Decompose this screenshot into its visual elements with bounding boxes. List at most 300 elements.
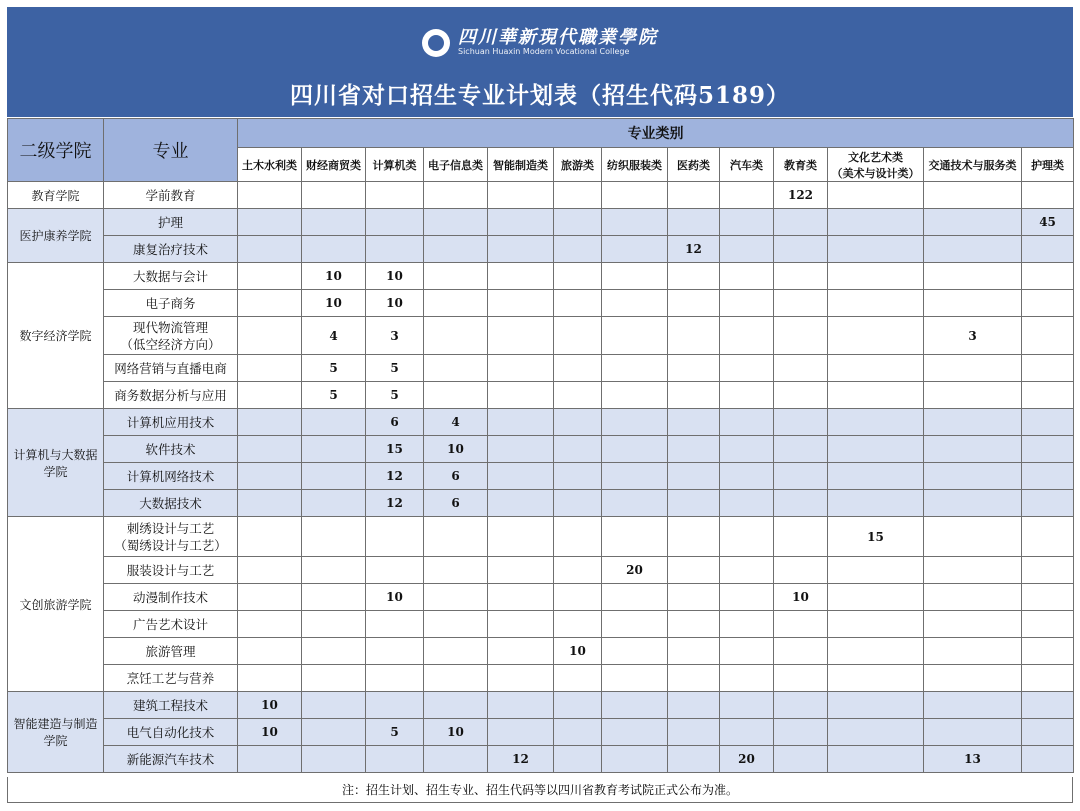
quota-cell xyxy=(1022,182,1074,209)
quota-cell xyxy=(488,409,554,436)
quota-cell xyxy=(774,409,828,436)
page-title: 四川省对口招生专业计划表（招生代码5189） xyxy=(289,82,790,109)
quota-cell xyxy=(1022,355,1074,382)
table-row xyxy=(8,692,1074,719)
quota-cell xyxy=(720,719,774,746)
quota-cell xyxy=(924,611,1022,638)
quota-cell xyxy=(720,611,774,638)
quota-cell: 10 xyxy=(424,719,488,746)
quota-cell xyxy=(828,611,924,638)
quota-cell xyxy=(668,382,720,409)
quota-cell: 12 xyxy=(366,490,424,517)
major-cell: 计算机网络技术 xyxy=(104,463,238,490)
table-row xyxy=(8,436,1074,463)
quota-cell xyxy=(774,719,828,746)
quota-cell xyxy=(302,746,366,773)
quota-cell xyxy=(924,209,1022,236)
major-cell: 软件技术 xyxy=(104,436,238,463)
quota-cell xyxy=(720,584,774,611)
quota-cell xyxy=(1022,436,1074,463)
quota-cell xyxy=(302,463,366,490)
quota-cell xyxy=(238,263,302,290)
quota-cell xyxy=(668,611,720,638)
quota-cell xyxy=(424,263,488,290)
quota-cell xyxy=(774,355,828,382)
quota-cell xyxy=(554,355,602,382)
major-cell: 现代物流管理 （低空经济方向） xyxy=(104,317,238,355)
major-cell: 电气自动化技术 xyxy=(104,719,238,746)
quota-cell xyxy=(424,355,488,382)
quota-cell xyxy=(720,665,774,692)
quota-cell xyxy=(554,692,602,719)
quota-cell xyxy=(924,463,1022,490)
quota-cell xyxy=(1022,463,1074,490)
quota-cell xyxy=(924,719,1022,746)
quota-cell xyxy=(668,355,720,382)
department-cell: 智能建造与制造 学院 xyxy=(8,692,104,773)
table-row xyxy=(8,290,1074,317)
quota-cell xyxy=(424,692,488,719)
quota-cell xyxy=(774,638,828,665)
table-row xyxy=(8,557,1074,584)
quota-cell xyxy=(488,584,554,611)
quota-cell xyxy=(602,611,668,638)
quota-cell xyxy=(238,638,302,665)
quota-cell xyxy=(1022,317,1074,355)
quota-cell xyxy=(1022,236,1074,263)
quota-cell xyxy=(554,409,602,436)
quota-cell xyxy=(238,236,302,263)
quota-cell xyxy=(488,557,554,584)
quota-cell xyxy=(554,209,602,236)
quota-cell: 13 xyxy=(924,746,1022,773)
quota-cell xyxy=(720,263,774,290)
quota-cell xyxy=(1022,692,1074,719)
quota-cell xyxy=(924,236,1022,263)
quota-cell xyxy=(554,263,602,290)
quota-cell xyxy=(828,692,924,719)
table-row xyxy=(8,665,1074,692)
quota-cell xyxy=(828,463,924,490)
quota-cell xyxy=(828,719,924,746)
quota-cell: 4 xyxy=(302,317,366,355)
quota-cell xyxy=(602,436,668,463)
quota-cell xyxy=(924,382,1022,409)
quota-cell xyxy=(720,236,774,263)
quota-cell xyxy=(424,557,488,584)
quota-cell xyxy=(302,611,366,638)
quota-cell xyxy=(668,584,720,611)
quota-cell xyxy=(238,746,302,773)
quota-cell xyxy=(720,490,774,517)
quota-cell xyxy=(720,409,774,436)
quota-cell xyxy=(828,490,924,517)
quota-cell xyxy=(238,182,302,209)
quota-cell xyxy=(924,436,1022,463)
quota-cell xyxy=(366,611,424,638)
quota-cell xyxy=(366,182,424,209)
quota-cell xyxy=(238,355,302,382)
quota-cell xyxy=(554,382,602,409)
major-cell: 商务数据分析与应用 xyxy=(104,382,238,409)
major-cell: 大数据与会计 xyxy=(104,263,238,290)
table-row xyxy=(8,638,1074,665)
quota-cell xyxy=(366,746,424,773)
category-header: 土木水利类 xyxy=(238,148,302,182)
quota-cell xyxy=(828,746,924,773)
quota-cell xyxy=(828,209,924,236)
major-cell: 刺绣设计与工艺 （蜀绣设计与工艺） xyxy=(104,517,238,557)
quota-cell xyxy=(424,665,488,692)
quota-cell xyxy=(238,436,302,463)
quota-cell xyxy=(238,557,302,584)
quota-cell xyxy=(774,517,828,557)
quota-cell xyxy=(924,517,1022,557)
quota-cell xyxy=(602,290,668,317)
quota-cell xyxy=(488,382,554,409)
quota-cell xyxy=(1022,290,1074,317)
college-seal-icon xyxy=(422,29,450,57)
quota-cell xyxy=(602,463,668,490)
major-cell: 护理 xyxy=(104,209,238,236)
quota-cell xyxy=(488,182,554,209)
department-cell: 教育学院 xyxy=(8,182,104,209)
category-header: 文化艺术类 （美术与设计类） xyxy=(828,148,924,182)
college-logo xyxy=(7,29,1073,57)
quota-cell xyxy=(1022,584,1074,611)
quota-cell: 10 xyxy=(302,263,366,290)
major-cell: 网络营销与直播电商 xyxy=(104,355,238,382)
department-cell: 文创旅游学院 xyxy=(8,517,104,692)
quota-cell: 15 xyxy=(366,436,424,463)
category-header: 旅游类 xyxy=(554,148,602,182)
quota-cell xyxy=(302,517,366,557)
quota-cell xyxy=(924,638,1022,665)
quota-cell xyxy=(554,463,602,490)
quota-cell: 122 xyxy=(774,182,828,209)
quota-cell xyxy=(720,382,774,409)
quota-cell xyxy=(554,517,602,557)
quota-cell xyxy=(554,611,602,638)
quota-cell xyxy=(602,719,668,746)
table-row xyxy=(8,584,1074,611)
quota-cell xyxy=(602,409,668,436)
college-name-en: Sichuan Huaxin Modern Vocational College xyxy=(458,47,630,56)
quota-cell xyxy=(668,317,720,355)
quota-cell xyxy=(924,263,1022,290)
quota-cell xyxy=(720,638,774,665)
quota-cell xyxy=(924,584,1022,611)
footnote: 注：招生计划、招生专业、招生代码等以四川省教育考试院正式公布为准。 xyxy=(7,777,1073,803)
table-row xyxy=(8,209,1074,236)
quota-cell xyxy=(774,665,828,692)
quota-cell xyxy=(302,209,366,236)
table-row xyxy=(8,517,1074,557)
major-cell: 旅游管理 xyxy=(104,638,238,665)
major-cell: 计算机应用技术 xyxy=(104,409,238,436)
major-cell: 建筑工程技术 xyxy=(104,692,238,719)
quota-cell xyxy=(1022,638,1074,665)
quota-cell xyxy=(1022,746,1074,773)
quota-cell xyxy=(554,317,602,355)
quota-cell xyxy=(302,436,366,463)
table-row xyxy=(8,382,1074,409)
quota-cell xyxy=(602,517,668,557)
quota-cell: 10 xyxy=(238,692,302,719)
quota-cell: 12 xyxy=(488,746,554,773)
quota-cell xyxy=(668,263,720,290)
quota-cell xyxy=(554,490,602,517)
quota-cell xyxy=(828,584,924,611)
quota-cell xyxy=(1022,382,1074,409)
quota-cell xyxy=(424,290,488,317)
quota-cell xyxy=(488,638,554,665)
quota-cell xyxy=(554,436,602,463)
quota-cell: 5 xyxy=(366,355,424,382)
quota-cell xyxy=(774,692,828,719)
quota-cell xyxy=(720,182,774,209)
quota-cell xyxy=(774,209,828,236)
quota-cell xyxy=(828,182,924,209)
category-header: 智能制造类 xyxy=(488,148,554,182)
quota-cell: 10 xyxy=(366,263,424,290)
quota-cell: 5 xyxy=(302,355,366,382)
quota-cell xyxy=(238,290,302,317)
quota-cell xyxy=(366,557,424,584)
quota-cell xyxy=(366,665,424,692)
quota-cell xyxy=(488,490,554,517)
quota-cell xyxy=(602,490,668,517)
quota-cell xyxy=(488,517,554,557)
header-department: 二级学院 xyxy=(8,119,104,182)
quota-cell xyxy=(720,692,774,719)
quota-cell xyxy=(238,317,302,355)
table-row xyxy=(8,409,1074,436)
quota-cell xyxy=(720,557,774,584)
quota-cell xyxy=(602,355,668,382)
quota-cell xyxy=(668,638,720,665)
quota-cell xyxy=(238,517,302,557)
quota-cell xyxy=(602,584,668,611)
quota-cell xyxy=(424,209,488,236)
quota-cell xyxy=(774,317,828,355)
quota-cell xyxy=(774,746,828,773)
quota-cell xyxy=(828,557,924,584)
quota-cell xyxy=(302,584,366,611)
category-header: 交通技术与服务类 xyxy=(924,148,1022,182)
table-row xyxy=(8,263,1074,290)
table-row xyxy=(8,490,1074,517)
quota-cell xyxy=(1022,490,1074,517)
quota-cell: 10 xyxy=(238,719,302,746)
quota-cell xyxy=(924,355,1022,382)
quota-cell: 3 xyxy=(924,317,1022,355)
quota-cell xyxy=(720,209,774,236)
quota-cell xyxy=(668,517,720,557)
quota-cell xyxy=(924,290,1022,317)
quota-cell xyxy=(424,182,488,209)
quota-cell xyxy=(668,436,720,463)
quota-cell xyxy=(924,490,1022,517)
quota-cell xyxy=(424,611,488,638)
quota-cell xyxy=(366,692,424,719)
table-row xyxy=(8,182,1074,209)
quota-cell xyxy=(924,182,1022,209)
quota-cell xyxy=(302,692,366,719)
quota-cell xyxy=(1022,409,1074,436)
quota-cell: 45 xyxy=(1022,209,1074,236)
category-header: 纺织服装类 xyxy=(602,148,668,182)
quota-cell xyxy=(668,409,720,436)
table-row xyxy=(8,611,1074,638)
department-cell: 医护康养学院 xyxy=(8,209,104,263)
quota-cell xyxy=(554,665,602,692)
quota-cell xyxy=(554,746,602,773)
major-cell: 电子商务 xyxy=(104,290,238,317)
quota-cell xyxy=(924,692,1022,719)
quota-cell xyxy=(488,611,554,638)
quota-cell xyxy=(774,557,828,584)
quota-cell xyxy=(238,209,302,236)
quota-cell xyxy=(668,463,720,490)
quota-cell xyxy=(424,638,488,665)
quota-cell xyxy=(302,557,366,584)
quota-cell: 10 xyxy=(424,436,488,463)
quota-cell: 5 xyxy=(366,382,424,409)
quota-cell xyxy=(554,557,602,584)
quota-cell xyxy=(602,382,668,409)
quota-cell: 20 xyxy=(602,557,668,584)
quota-cell xyxy=(238,382,302,409)
table-row xyxy=(8,746,1074,773)
quota-cell xyxy=(774,463,828,490)
quota-cell xyxy=(238,463,302,490)
quota-cell xyxy=(1022,611,1074,638)
quota-cell: 12 xyxy=(668,236,720,263)
quota-cell xyxy=(424,236,488,263)
major-cell: 康复治疗技术 xyxy=(104,236,238,263)
college-name-cn: 四川華新現代職業學院 xyxy=(458,27,658,48)
quota-cell xyxy=(828,638,924,665)
quota-cell xyxy=(302,719,366,746)
quota-cell xyxy=(488,719,554,746)
quota-cell xyxy=(828,236,924,263)
quota-cell: 3 xyxy=(366,317,424,355)
quota-cell xyxy=(238,611,302,638)
quota-cell: 5 xyxy=(302,382,366,409)
major-cell: 学前教育 xyxy=(104,182,238,209)
quota-cell xyxy=(488,692,554,719)
quota-cell xyxy=(424,746,488,773)
quota-cell: 12 xyxy=(366,463,424,490)
quota-cell xyxy=(668,692,720,719)
quota-cell xyxy=(554,719,602,746)
table-row xyxy=(8,463,1074,490)
quota-cell xyxy=(1022,263,1074,290)
enrollment-plan-table xyxy=(7,118,1074,773)
quota-cell xyxy=(488,236,554,263)
quota-cell xyxy=(1022,665,1074,692)
quota-cell xyxy=(668,665,720,692)
quota-cell xyxy=(488,209,554,236)
quota-cell xyxy=(720,355,774,382)
quota-cell xyxy=(366,517,424,557)
quota-cell xyxy=(828,382,924,409)
quota-cell xyxy=(828,290,924,317)
quota-cell xyxy=(774,236,828,263)
quota-cell xyxy=(828,355,924,382)
quota-cell xyxy=(668,209,720,236)
quota-cell: 10 xyxy=(366,584,424,611)
quota-cell: 6 xyxy=(366,409,424,436)
major-cell: 服装设计与工艺 xyxy=(104,557,238,584)
quota-cell xyxy=(828,436,924,463)
quota-cell xyxy=(424,382,488,409)
table-row xyxy=(8,317,1074,355)
quota-cell xyxy=(774,263,828,290)
quota-cell xyxy=(602,638,668,665)
quota-cell xyxy=(720,463,774,490)
quota-cell xyxy=(668,182,720,209)
quota-cell xyxy=(668,490,720,517)
quota-cell: 10 xyxy=(774,584,828,611)
quota-cell xyxy=(1022,517,1074,557)
quota-cell xyxy=(238,409,302,436)
header-major: 专业 xyxy=(104,119,238,182)
category-header: 护理类 xyxy=(1022,148,1074,182)
quota-cell xyxy=(828,263,924,290)
quota-cell xyxy=(828,409,924,436)
quota-cell: 10 xyxy=(302,290,366,317)
quota-cell xyxy=(302,665,366,692)
quota-cell xyxy=(554,182,602,209)
quota-cell xyxy=(554,584,602,611)
category-header: 汽车类 xyxy=(720,148,774,182)
quota-cell xyxy=(302,638,366,665)
quota-cell xyxy=(774,290,828,317)
quota-cell xyxy=(366,236,424,263)
quota-cell xyxy=(424,584,488,611)
header-banner xyxy=(7,7,1073,117)
quota-cell xyxy=(924,409,1022,436)
major-cell: 烹饪工艺与营养 xyxy=(104,665,238,692)
quota-cell: 10 xyxy=(554,638,602,665)
major-cell: 广告艺术设计 xyxy=(104,611,238,638)
category-header: 电子信息类 xyxy=(424,148,488,182)
quota-cell xyxy=(924,665,1022,692)
quota-cell xyxy=(828,665,924,692)
category-header: 教育类 xyxy=(774,148,828,182)
quota-cell xyxy=(488,290,554,317)
quota-cell xyxy=(602,746,668,773)
major-cell: 大数据技术 xyxy=(104,490,238,517)
quota-cell xyxy=(488,436,554,463)
quota-cell xyxy=(238,665,302,692)
quota-cell xyxy=(488,665,554,692)
quota-cell xyxy=(602,263,668,290)
quota-cell: 15 xyxy=(828,517,924,557)
quota-cell xyxy=(774,436,828,463)
quota-cell xyxy=(602,236,668,263)
department-cell: 计算机与大数据 学院 xyxy=(8,409,104,517)
quota-cell xyxy=(488,463,554,490)
table-row xyxy=(8,355,1074,382)
category-header: 财经商贸类 xyxy=(302,148,366,182)
quota-cell xyxy=(366,209,424,236)
quota-cell: 6 xyxy=(424,463,488,490)
quota-cell xyxy=(602,209,668,236)
category-header: 计算机类 xyxy=(366,148,424,182)
